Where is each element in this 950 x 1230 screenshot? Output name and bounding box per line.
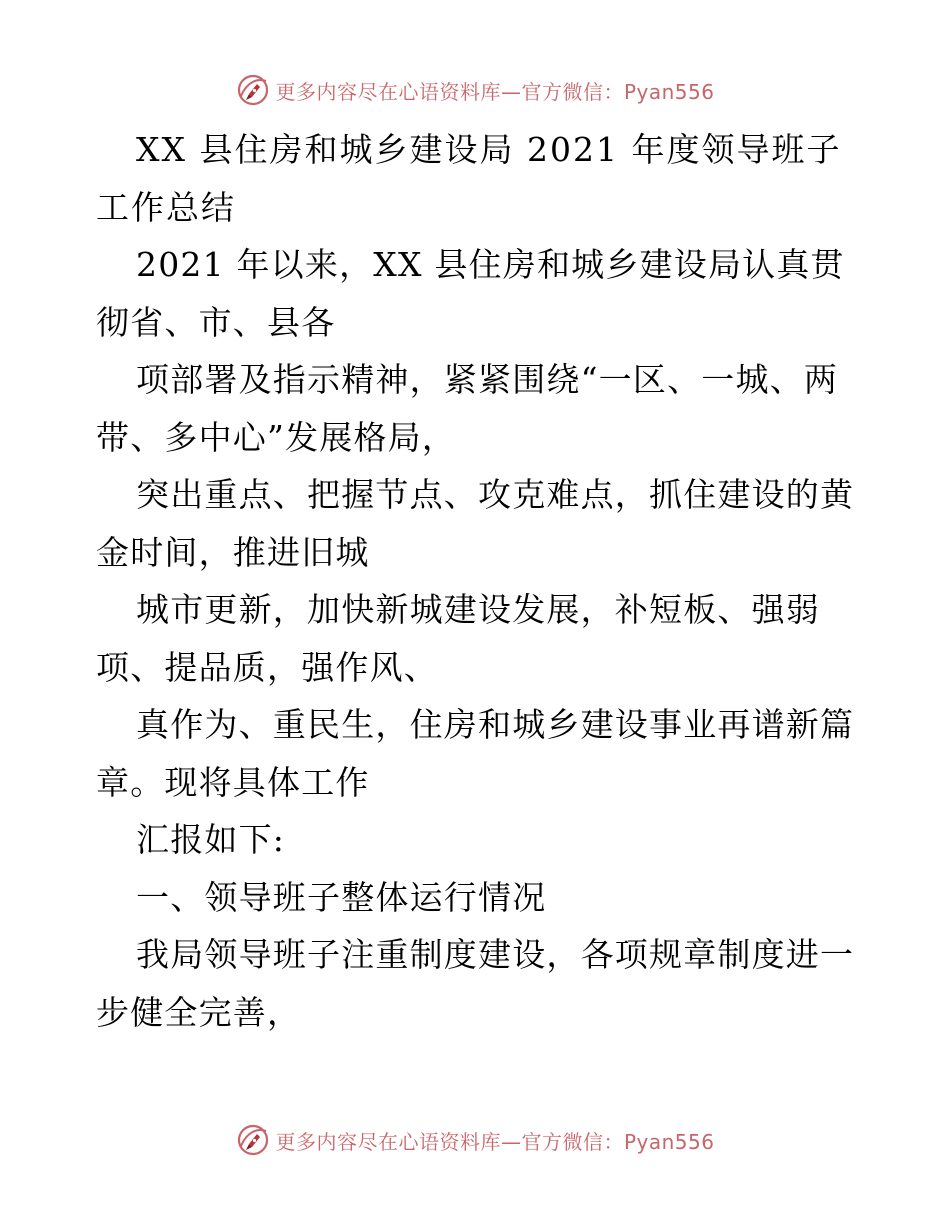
pen-nib-logo-icon (235, 72, 271, 108)
section-heading: 一、领导班子整体运行情况 (136, 877, 547, 917)
paragraph: 真作为、重民生，住房和城乡建设事业再谱新篇章。现将具体工作 (96, 705, 855, 802)
paragraph: 汇报如下: (136, 820, 286, 859)
paragraph: 城市更新，加快新城建设发展，补短板、强弱项、提品质，强作风、 (96, 590, 820, 687)
document-title: XX 县住房和城乡建设局 2021 年度领导班子工作总结 (96, 130, 842, 227)
watermark-text: 更多内容尽在心语资料库—官方微信：Pyan556 (275, 1129, 715, 1154)
paragraph: 突出重点、把握节点、攻克难点，抓住建设的黄金时间，推进旧城 (96, 475, 855, 572)
paragraph: 项部署及指示精神，紧紧围绕“一区、一城、两带、多中心”发展格局， (96, 360, 839, 457)
watermark-text: 更多内容尽在心语资料库—官方微信：Pyan556 (275, 79, 715, 104)
document-body (96, 121, 856, 1041)
pen-nib-logo-icon (235, 1122, 271, 1158)
header-watermark (0, 70, 950, 110)
footer-watermark (0, 1120, 950, 1160)
paragraph: 我局领导班子注重制度建设，各项规章制度进一步健全完善， (96, 935, 855, 1032)
paragraph: 2021 年以来，XX 县住房和城乡建设局认真贯彻省、市、县各 (96, 245, 845, 342)
